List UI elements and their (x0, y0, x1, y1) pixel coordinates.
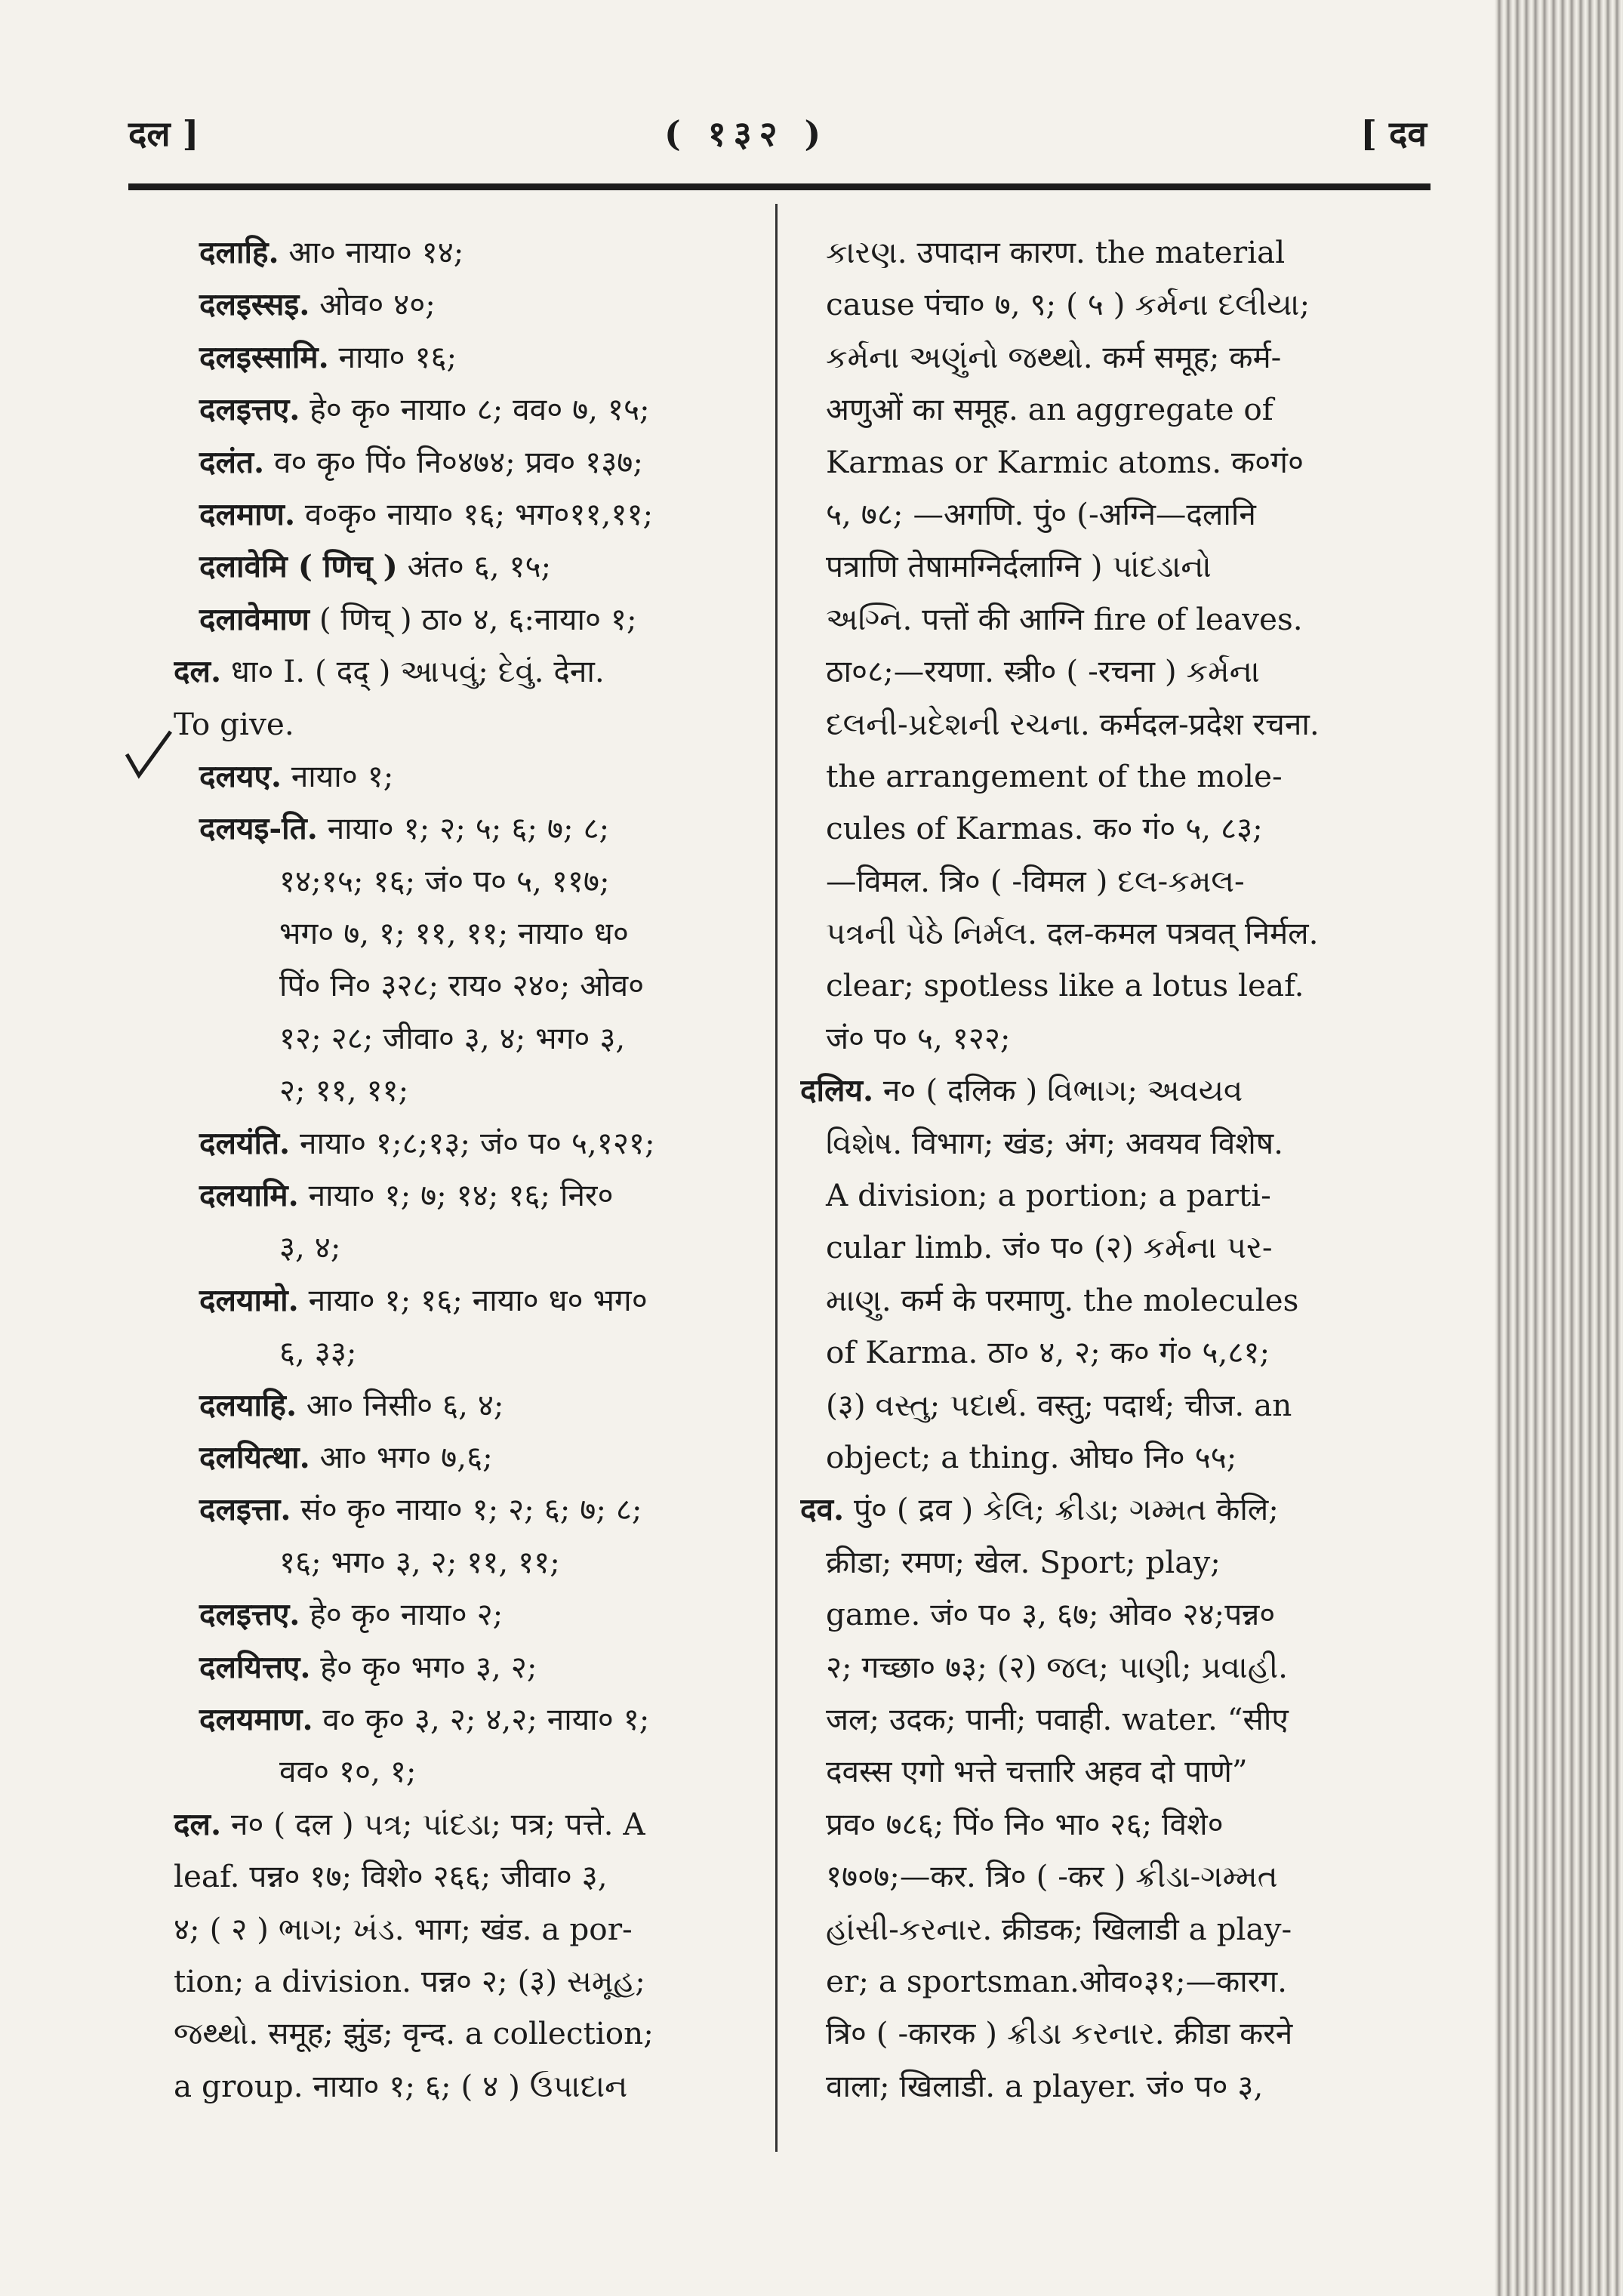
entry-text: वाला; खिलाडी. a player. जं० प० ३, (826, 2067, 1264, 2104)
entry-text: व०कृ० नाया० १६; भग०११,११; (295, 495, 654, 532)
entry-line (174, 1955, 770, 2008)
entry-line (800, 698, 1412, 750)
entry-line (174, 541, 770, 593)
entry-line (800, 227, 1412, 279)
entry-line (800, 1536, 1412, 1589)
headword: दलयाहि. (199, 1386, 297, 1423)
entry-line (174, 750, 770, 803)
entry-line (174, 279, 770, 331)
entry-line (174, 1327, 770, 1379)
entry-text: ४; ( २ ) ભાગ; ખંડ. भाग; खंड. a por- (174, 1910, 633, 1947)
entry-line (800, 1484, 1412, 1536)
entry-text: नाया० १; २; ५; ६; ७; ८; (317, 810, 610, 847)
headword: दलयामि. (199, 1177, 299, 1214)
entry-line (800, 1432, 1412, 1484)
headword: दव. (800, 1491, 845, 1528)
headword: दलइस्सइ. (199, 286, 310, 323)
entry-text: Karmas or Karmic atoms. क०गं० (826, 443, 1304, 480)
entry-text: २; ११, ११; (279, 1072, 409, 1109)
checkmark-icon (122, 729, 175, 781)
entry-line (800, 1065, 1412, 1117)
headword: दलमाण. (199, 495, 296, 532)
headword: दलइत्ता. (199, 1491, 291, 1528)
entry-line (800, 1012, 1412, 1065)
entry-line (800, 1274, 1412, 1327)
entry-line (800, 750, 1412, 803)
entry-line (174, 593, 770, 646)
entry-text: (३) વસ્તુ; પદાર્થ. वस्तु; पदार्थ; चीज. an (826, 1386, 1292, 1423)
entry-line (174, 2008, 770, 2060)
entry-line (174, 1065, 770, 1117)
entry-line (800, 1117, 1412, 1170)
entry-text: पत्राणि तेषामग्निर्दलाग्नि ) પાંદડાનો (826, 548, 1212, 585)
entry-text: भग० ७, १; ११, ११; नाया० ध० (279, 915, 629, 952)
entry-line (174, 1222, 770, 1274)
entry-line (174, 384, 770, 436)
right-column (800, 227, 1412, 2159)
entry-text: १६; भग० ३, २; ११, ११; (279, 1543, 560, 1580)
entry-text: કારણ. उपादान कारण. the material (826, 234, 1286, 270)
entry-line (174, 1798, 770, 1851)
entry-text: માણુ. कर्म के परमाणु. the molecules (826, 1281, 1299, 1318)
entry-text: न० ( दलिक ) વિભાગ; અવયવ (873, 1072, 1243, 1109)
entry-line (174, 646, 770, 698)
entry-text: व० कृ० ३, २; ४,२; नाया० १; (313, 1700, 650, 1737)
entry-text: वव० १०, १; (279, 1753, 417, 1790)
entry-line (174, 436, 770, 488)
entry-line (174, 1274, 770, 1327)
entry-text: ओव० ४०; (310, 286, 436, 323)
headword: दलंत. (199, 443, 265, 480)
entry-text: क्रीडा; रमण; खेल. Sport; play; (826, 1543, 1221, 1580)
headword: दलइत्तए. (199, 1596, 300, 1633)
entry-text: सं० कृ० नाया० १; २; ६; ७; ८; (291, 1491, 642, 1528)
scanned-binding-edge (1495, 0, 1623, 2296)
entry-text: હાંસી-કરનાર. क्रीडक; खिलाडी a play- (826, 1910, 1292, 1947)
entry-text: the arrangement of the mole- (826, 757, 1283, 794)
entry-line (174, 1903, 770, 1955)
entry-line (800, 331, 1412, 384)
headword: दलाहि. (199, 234, 279, 270)
entry-line (800, 593, 1412, 646)
entry-text: clear; spotless like a lotus leaf. (826, 967, 1304, 1004)
entry-line (174, 1851, 770, 1903)
entry-text: object; a thing. ओघ० नि० ५५; (826, 1438, 1237, 1475)
entry-line (174, 1484, 770, 1536)
entry-text: ३, ४; (279, 1229, 341, 1266)
entry-text: १२; २८; जीवा० ३, ४; भग० ३, (279, 1019, 626, 1056)
entry-line (174, 331, 770, 384)
header-left-guide-word: दल ] (128, 113, 199, 154)
headword: दलयामो. (199, 1281, 299, 1318)
entry-text: अणुओं का समूह. an aggregate of (826, 391, 1273, 428)
entry-line (800, 1851, 1412, 1903)
entry-line (174, 698, 770, 750)
entry-text: cules of Karmas. क० गं० ५, ८३; (826, 810, 1263, 847)
entry-text: नाया० १; ७; १४; १६; निर० (298, 1177, 614, 1214)
entry-line (800, 1955, 1412, 2008)
entry-text: १४;१५; १६; जं० प० ५, ११७; (279, 862, 610, 899)
entry-text: त्रि० ( -कारक ) ક્રીડા કરનાર. क्रीडा करने (826, 2015, 1293, 2052)
entry-text: आ० निसी० ६, ४; (297, 1386, 504, 1423)
entry-text: a group. नाया० १; ६; ( ४ ) ઉપાદાન (174, 2067, 628, 2104)
entry-text: प्रव० ७८६; पिं० नि० भा० २६; विशे० (826, 1805, 1224, 1842)
headword: दलावेमि ( णिच् ) (199, 548, 398, 585)
entry-text: ( णिच् ) ठा० ४, ६:नाया० १; (309, 600, 637, 637)
entry-line (174, 1432, 770, 1484)
entry-text: पुं० ( द्रव ) કેલિ; ક્રીડા; ગમ્મત केलि; (844, 1491, 1279, 1528)
headword: दलइत्तए. (199, 391, 300, 428)
headword: दलयंति. (199, 1124, 291, 1161)
entry-text: ५, ७८; —अगणि. पुं० (-अग्नि—दलानि (826, 495, 1256, 532)
entry-line (800, 908, 1412, 960)
headword: दलयए. (199, 757, 282, 794)
entry-text: To give. (174, 705, 294, 742)
entry-line (800, 646, 1412, 698)
headword: दलावेमाण (199, 600, 310, 637)
entry-line (174, 1746, 770, 1798)
entry-text: नाया० १६; (328, 338, 457, 375)
headword: दलयित्था. (199, 1438, 310, 1475)
header-rule (128, 183, 1431, 190)
entry-text: व० कृ० पिं० नि०४७४; प्रव० १३७; (264, 443, 643, 480)
entry-text: leaf. पन्न० १७; विशे० २६६; जीवा० ३, (174, 1858, 608, 1895)
entry-line (800, 1903, 1412, 1955)
entry-text: नाया० १;८;१३; जं० प० ५,१२१; (290, 1124, 655, 1161)
left-column (174, 227, 770, 2159)
entry-text: अंत० ६, १५; (397, 548, 552, 585)
entry-line (174, 2060, 770, 2113)
entry-text: વિશેષ. विभाग; खंड; अंग; अवयव विशेष. (826, 1124, 1284, 1161)
running-head (128, 102, 1427, 162)
entry-line (174, 1012, 770, 1065)
entry-text: पिं० नि० ३२८; राय० २४०; ओव० (279, 967, 645, 1004)
entry-line (800, 1589, 1412, 1641)
entry-line (800, 1641, 1412, 1693)
entry-line (800, 436, 1412, 488)
entry-line (174, 1117, 770, 1170)
entry-line (800, 1746, 1412, 1798)
entry-text: आ० भग० ७,६; (310, 1438, 493, 1475)
entry-line (174, 1379, 770, 1432)
headword: दलयइ-ति. (199, 810, 318, 847)
entry-line (800, 960, 1412, 1012)
entry-text: ६, ३३; (279, 1334, 357, 1371)
entry-line (800, 803, 1412, 855)
entry-text: દલની-પ્રદેશની રચના. कर्मदल-प्रदेश रचना. (826, 705, 1320, 742)
header-right-guide-word: [ दव (1360, 113, 1427, 154)
headword: दल. (174, 653, 222, 690)
entry-text: न० ( दल ) પત્ર; પાંદડા; पत्र; पत्ते. A (221, 1805, 645, 1842)
entry-text: કર્મના અણુંનો જથ્થો. कर्म समूह; कर्म- (826, 338, 1282, 375)
entry-line (800, 2060, 1412, 2113)
page-number: ( १३२ ) (664, 113, 829, 154)
entry-line (174, 1170, 770, 1222)
entry-text: १७०७;—कर. त्रि० ( -कर ) ક્રીડા-ગમ્મત (826, 1858, 1278, 1895)
entry-text: जल; उदक; पानी; पवाही. water. “सीए (826, 1700, 1289, 1737)
entry-text: हे० कृ० नाया० ८; वव० ७, १५; (300, 391, 650, 428)
entry-line (800, 1327, 1412, 1379)
entry-line (174, 908, 770, 960)
entry-line (800, 279, 1412, 331)
entry-line (174, 803, 770, 855)
headword: दलिय. (800, 1072, 874, 1109)
entry-line (174, 1641, 770, 1693)
entry-text: दवस्स एगो भत्ते चत्तारि अहव दो पाणे” (826, 1753, 1248, 1790)
column-divider (775, 204, 778, 2152)
entry-line (174, 1536, 770, 1589)
entry-text: नाया० १; १६; नाया० ध० भग० (298, 1281, 648, 1318)
entry-text: cular limb. जं० प० (२) કર્મના પર- (826, 1229, 1273, 1266)
entry-text: જથ્થો. समूह; झुंड; वृन्द. a collection; (174, 2015, 654, 2052)
entry-text: A division; a portion; a parti- (826, 1177, 1271, 1214)
entry-text: नाया० १; (281, 757, 394, 794)
entry-line (800, 1693, 1412, 1746)
entry-text: धा० I. ( दद् ) આપવું; દેવું. देना. (221, 653, 605, 690)
entry-text: game. जं० प० ३, ६७; ओव० २४;पन्न० (826, 1596, 1276, 1633)
entry-text: પત્રની પેઠે નિર્મલ. दल-कमल पत्रवत् निर्मल. (826, 915, 1319, 952)
entry-line (800, 2008, 1412, 2060)
entry-line (800, 488, 1412, 541)
entry-text: २; गच्छा० ७३; (२) જલ; પાણી; પ્રવાહી. (826, 1648, 1289, 1685)
entry-text: of Karma. ठा० ४, २; क० गं० ५,८१; (826, 1334, 1270, 1371)
entry-line (174, 960, 770, 1012)
headword: दलइस्सामि. (199, 338, 329, 375)
headword: दलयित्तए. (199, 1648, 311, 1685)
entry-line (174, 1693, 770, 1746)
entry-line (174, 488, 770, 541)
entry-text: cause पंचा० ७, ९; ( ५ ) કર્મના દલીયા; (826, 286, 1310, 323)
entry-text: हे० कृ० नाया० २; (300, 1596, 504, 1633)
entry-line (800, 384, 1412, 436)
entry-line (800, 855, 1412, 908)
headword: दल. (174, 1805, 222, 1842)
entry-text: आ० नाया० १४; (279, 234, 464, 270)
entry-line (800, 1379, 1412, 1432)
headword: दलयमाण. (199, 1700, 313, 1737)
entry-line (800, 1170, 1412, 1222)
entry-text: ठा०८;—रयणा. स्त्री० ( -रचना ) કર્મના (826, 653, 1260, 690)
entry-text: er; a sportsman.ओव०३१;—कारग. (826, 1962, 1287, 1999)
entry-line (800, 1222, 1412, 1274)
entry-line (174, 855, 770, 908)
entry-line (800, 541, 1412, 593)
entry-text: जं० प० ५, १२२; (826, 1019, 1011, 1056)
entry-text: —विमल. त्रि० ( -विमल ) દલ-કમલ- (826, 862, 1245, 899)
entry-line (800, 1798, 1412, 1851)
entry-line (174, 227, 770, 279)
entry-line (174, 1589, 770, 1641)
entry-text: અગ્નિ. पत्तों की आग्नि fire of leaves. (826, 600, 1303, 637)
entry-text: हे० कृ० भग० ३, २; (310, 1648, 537, 1685)
entry-text: tion; a division. पन्न० २; (३) સમૂહ; (174, 1962, 645, 1999)
